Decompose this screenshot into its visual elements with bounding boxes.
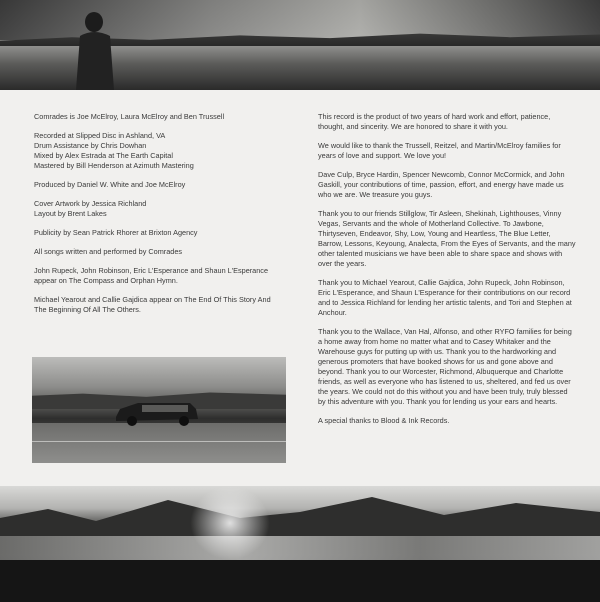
bottom-landscape-photo <box>0 486 600 560</box>
thanks-bands: Thank you to our friends Stillglow, Tir Asleen, Shekinah, Lighthouses, Vinny Vegas, Servants and the whole of Motherland Collective. To Jawbone, Thirtyseven, Endeavor, Shy, Low, Young and Heartless, The Blue Letter, Barrow, Lessons, Keyoung, Analecta, From the Eyes of Servants, and the many other talented musicians we have been able to share space and shows with over the years. <box>318 209 576 268</box>
produced-by: Produced by Daniel W. White and Joe McElroy <box>34 180 186 189</box>
snow-field <box>0 536 600 560</box>
road <box>32 423 286 463</box>
songwriting-line: All songs written and performed by Comrades <box>34 247 183 256</box>
recorded-line: Recorded at Slipped Disc in Ashland, VA <box>34 131 166 140</box>
drum-assistance-line: Drum Assistance by Chris Dowhan <box>34 141 147 150</box>
mastered-line: Mastered by Bill Henderson at Azimuth Mastering <box>34 161 194 170</box>
recording-credits <box>34 131 284 171</box>
band-members: Comrades is Joe McElroy, Laura McElroy and Ben Trussell <box>34 112 225 121</box>
thanks-hosts: Thank you to the Wallace, Van Hal, Alfonso, and other RYFO families for being a home away from home no matter what and to Casey Whitaker and the Warehouse guys for putting up with us. Thank you to the hardworking and generous promoters that have booked shows for us and gone above and beyond. Thank you to our Worcester, Richmond, Albuquerque and Charlotte friends, as well as everyone who has listened to us, sheltered, and fed us over the years. We could not do this without you and have been truly, truly blessed by this adventure with you. Thank you for lending us your ears and hearts. <box>318 327 572 406</box>
top-landscape-photo <box>0 0 600 90</box>
road-line <box>32 441 286 442</box>
guest-appearances-1: John Rupeck, John Robinson, Eric L'Esperance and Shaun L'Esperance appear on The Compass and Orphan Hymn. <box>34 266 269 285</box>
thanks-intro: This record is the product of two years of hard work and effort, patience, thought, and sincerity. We are honored to share it with you. <box>318 112 551 131</box>
credits-column <box>34 112 284 324</box>
light-flare <box>190 486 270 560</box>
thanks-families: We would like to thank the Trussell, Reitzel, and Martin/McElroy families for years of love and support. We love you! <box>318 141 561 160</box>
car-photo <box>32 357 286 463</box>
thanks-friends: Dave Culp, Bryce Hardin, Spencer Newcomb, Connor McCormick, and John Gaskill, your contributions of time, passion, effort, and energy have made us who we are. We treasure you guys. <box>318 170 565 199</box>
station-wagon <box>112 395 202 427</box>
bottom-border <box>0 560 600 602</box>
thanks-column <box>318 112 576 435</box>
person-silhouette <box>72 10 118 90</box>
thanks-label: A special thanks to Blood & Ink Records. <box>318 416 450 425</box>
thanks-contributors: Thank you to Michael Yearout, Callie Gajdica, John Rupeck, John Robinson, Eric L'Esperance, and Shaun L'Esperance for their contributions on our record and to Jessica Richland for lending her artistic talents, and Tori and Stephen at Anchour. <box>318 278 572 317</box>
cover-artwork-line: Cover Artwork by Jessica Richland <box>34 199 147 208</box>
guest-appearances-2: Michael Yearout and Callie Gajdica appear on The End Of This Story And The Beginning Of All The Others. <box>34 295 271 314</box>
publicity-line: Publicity by Sean Patrick Rhorer at Brixton Agency <box>34 228 198 237</box>
layout-line: Layout by Brent Lakes <box>34 209 107 218</box>
artwork-credits <box>34 199 284 219</box>
mixed-line: Mixed by Alex Estrada at The Earth Capital <box>34 151 173 160</box>
